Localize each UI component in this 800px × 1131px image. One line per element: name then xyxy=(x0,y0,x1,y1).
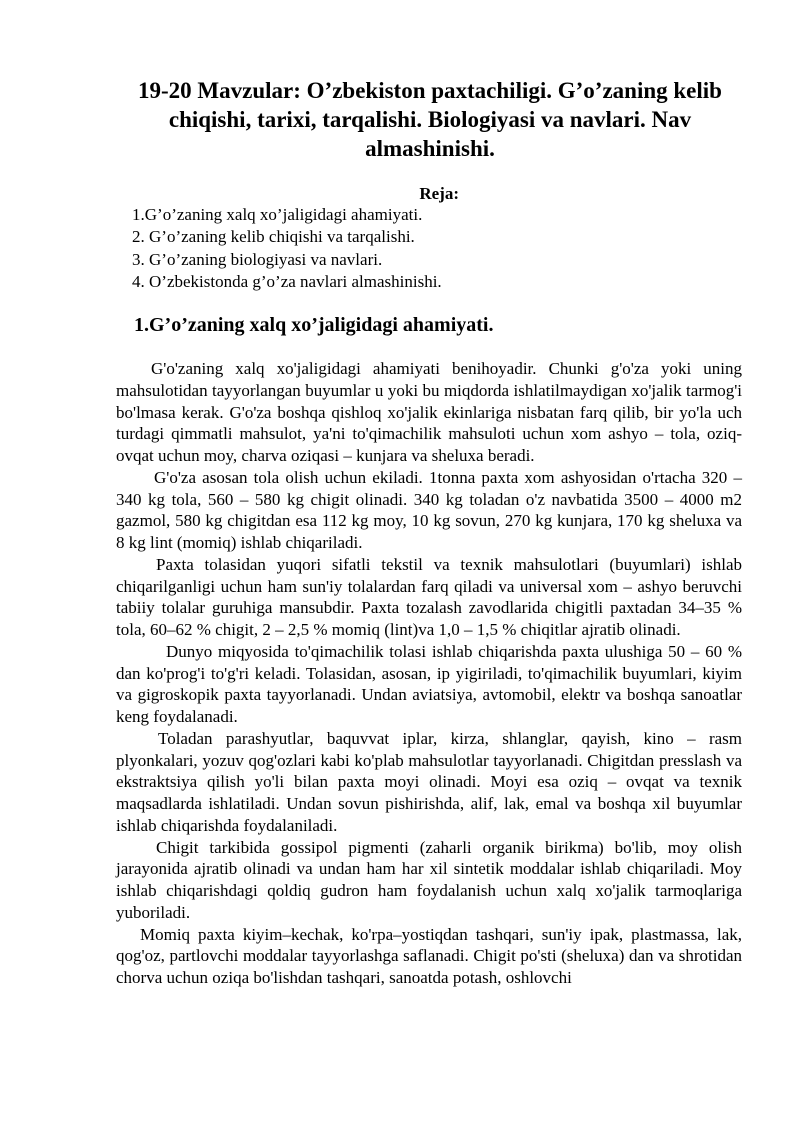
paragraph: Chigit tarkibida gossipol pigmenti (zaharli organik birikma) bo'lib, moy olish jarayonida ajratib olinadi va undan ham har xil sintetik moddalar ishlab chiqariladi. Moy ishlab chiqarishdagi qoldiq gudron ham foydalanish uchun xalq xo'jalik tarmoqlariga yuboriladi. xyxy=(116,837,742,922)
plan-item: 3. G’o’zaning biologiyasi va navlari. xyxy=(132,249,383,269)
paragraph: Momiq paxta kiyim–kechak, ko'rpa–yostiqdan tashqari, sun'iy ipak, plastmassa, lak, qog'oz, partlovchi moddalar tayyorlashga saflanadi. Chigit po'sti (sheluxa) dan va shrotidan chorva uchun oziqa bo'lishdan tashqari, sanoatda potash, oshlovchi xyxy=(116,924,742,987)
paragraph: Dunyo miqyosida to'qimachilik tolasi ishlab chiqarishda paxta ulushiga 50 – 60 % dan ko'prog'i to'g'ri keladi. Tolasidan, asosan, ip yigiriladi, to'qimachilik buyumlari, kiyim va gigroskopik paxta tayyorlanadi. Undan aviatsiya, avtomobil, elektr va boshqa sanoatlar keng foydalanadi. xyxy=(116,641,742,726)
paragraph: G'o'zaning xalq xo'jaligidagi ahamiyati benihoyadir. Chunki g'o'za yoki uning mahsulotidan tayyorlangan buyumlar u yoki bu miqdorda ishlatilmaydigan xo'jalik tarmog'i bo'lmasa kerak. G'o'za boshqa qishloq xo'jalik ekinlariga nisbatan farq qilib, bir yo'la uch turdagi qimmatli mahsulot, ya'ni to'qimachilik mahsuloti uchun xom ashyo – tola, oziq-ovqat uchun moy, charva oziqasi – kunjara va sheluxa beradi. xyxy=(116,359,742,465)
plan-list xyxy=(132,204,442,294)
body-text xyxy=(116,358,742,989)
paragraph: G'o'za asosan tola olish uchun ekiladi. 1tonna paxta xom ashyosidan o'rtacha 320 – 340 kg tola, 560 – 580 kg chigit olinadi. 340 kg toladan o'z navbatida 3500 – 4000 m2 gazmol, 580 kg chigitdan esa 112 kg moy, 10 kg sovun, 270 kg kunjara, 170 kg sheluxa va 8 kg lint (momiq) ishlab chiqariladi. xyxy=(116,467,742,552)
section-heading: 1.G’o’zaning xalq xo’jaligidagi ahamiyati. xyxy=(134,314,494,336)
plan-item: 2. G’o’zaning kelib chiqishi va tarqalishi. xyxy=(132,227,415,247)
paragraph: Toladan parashyutlar, baquvvat iplar, kirza, shlanglar, qayish, kino – rasm plyonkalari, yozuv qog'ozlari kabi ko'plab mahsulotlar tayyorlanadi. Chigitdan presslash va ekstraktsiya qilish yo'li bilan paxta moyi olinadi. Moyi esa oziq – ovqat va texnik maqsadlarda ishlatiladi. Undan sovun pishirishda, alif, lak, emal va boshqa xil buyumlar ishlab chiqarishda foydalaniladi. xyxy=(116,728,742,835)
plan-item: 1.G’o’zaning xalq xo’jaligidagi ahamiyati. xyxy=(132,205,423,224)
document-title: 19-20 Mavzular: O’zbekiston paxtachiligi. G’o’zaning kelib chiqishi, tarixi, tarqalishi. Biologiyasi va navlari. Nav almashinishi. xyxy=(138,78,722,161)
plan-item: 4. O’zbekistonda g’o’za navlari almashinishi. xyxy=(132,272,442,292)
plan-heading: Reja: xyxy=(419,184,459,203)
paragraph: Paxta tolasidan yuqori sifatli tekstil va texnik mahsulotlari (buyumlari) ishlab chiqarilganligi uchun ham sun'iy tolalardan farq qiladi va universal xom – ashyo beruvchi tabiiy tolalar guruhiga mansubdir. Paxta tozalash zavodlarida chigitli paxtadan 34–35 % tola, 60–62 % chigit, 2 – 2,5 % momiq (lint)va 1,0 – 1,5 % chiqitlar ajratib olinadi. xyxy=(116,554,742,639)
